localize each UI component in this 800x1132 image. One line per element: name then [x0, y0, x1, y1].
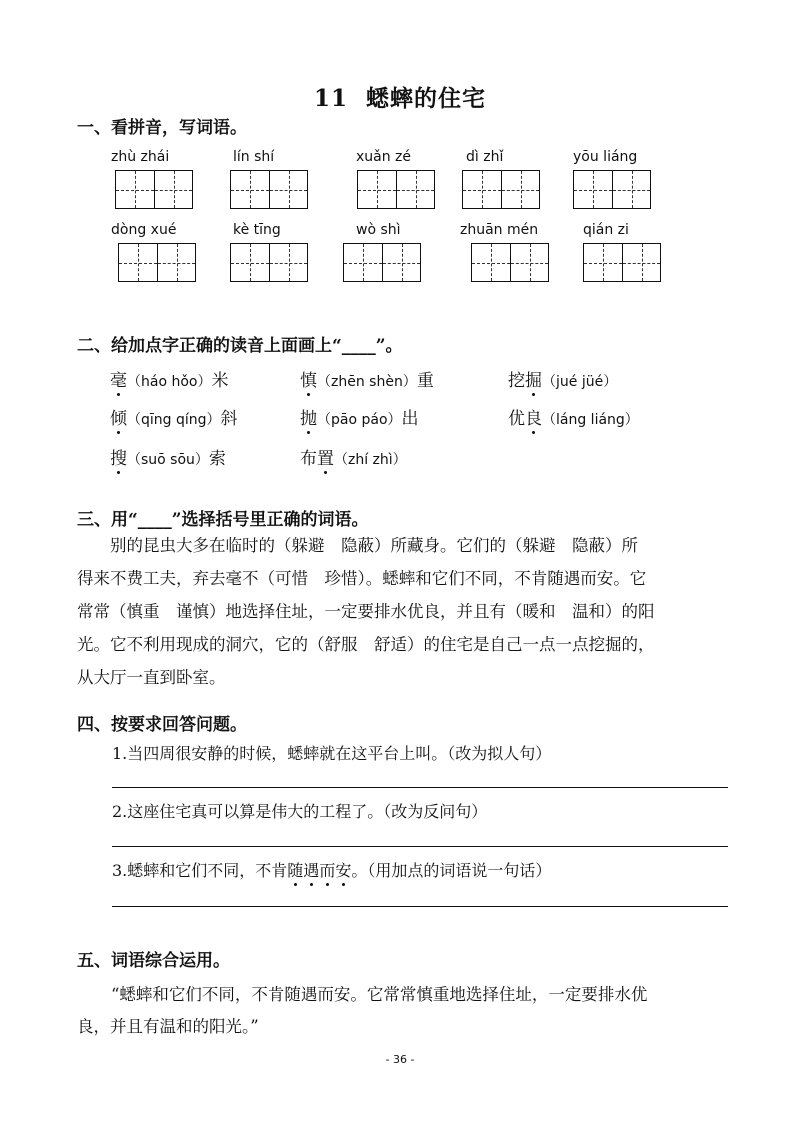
pinyin-label: zhuān mén: [460, 222, 539, 238]
pronunciation-item: 毫（háo hǒo）米: [110, 366, 228, 391]
passage-line: 从大厅一直到卧室。: [77, 668, 226, 687]
page-title: [0, 80, 800, 113]
pinyin-label: dòng xué: [111, 222, 177, 238]
pronunciation-item: 挖掘（jué jüé）: [508, 366, 617, 391]
pronunciation-options[interactable]: （zhí zhì）: [334, 452, 407, 468]
writing-grid[interactable]: [471, 243, 549, 282]
pinyin-label: qián zi: [583, 222, 629, 238]
quote-line: “蟋蟀和它们不同，不肯随遇而安。它常常慎重地选择住址，一定要排水优: [111, 985, 648, 1004]
pronunciation-options[interactable]: （jué jüé）: [542, 374, 618, 390]
writing-grid[interactable]: [230, 243, 308, 282]
pronunciation-options[interactable]: （háo hǒo）: [127, 374, 212, 390]
writing-grid[interactable]: [583, 243, 661, 282]
page-number: - 36 -: [385, 1053, 415, 1066]
writing-grid[interactable]: [118, 243, 196, 282]
passage-line: 光。它不利用现成的洞穴，它的（舒服 舒适）的住宅是自己一点一点挖掘的，: [77, 635, 655, 654]
writing-grid[interactable]: [115, 170, 193, 209]
writing-grid[interactable]: [462, 170, 540, 209]
question-2: 2.这座住宅真可以算是伟大的工程了。（改为反问句）: [112, 802, 488, 821]
pronunciation-item: 倾（qīng qíng）斜: [110, 404, 238, 429]
passage-line: 常常（慎重 谨慎）地选择住址，一定要排水优良，并且有（暖和 温和）的阳: [77, 602, 655, 621]
writing-grid[interactable]: [573, 170, 651, 209]
pronunciation-options[interactable]: （zhēn shèn）: [317, 374, 417, 390]
pinyin-label: lín shí: [233, 149, 275, 165]
section3-heading: 三、用“____”选择括号里正确的词语。: [77, 510, 369, 530]
section4-heading: 四、按要求回答问题。: [77, 715, 247, 735]
pronunciation-options[interactable]: （suō sōu）: [127, 452, 209, 468]
lesson-title: 蟋蟀的住宅: [366, 85, 486, 112]
pinyin-label: dì zhǐ: [466, 149, 504, 165]
lesson-number: 11: [313, 85, 348, 112]
passage-line: 得来不费工夫，弃去毫不（可惜 珍惜）。蟋蟀和它们不同，不肯随遇而安。它: [77, 569, 647, 588]
writing-grid[interactable]: [343, 243, 421, 282]
pronunciation-options[interactable]: （qīng qíng）: [127, 412, 221, 428]
pinyin-label: zhù zhái: [111, 149, 170, 165]
passage: [77, 529, 727, 694]
pronunciation-options[interactable]: （láng liáng）: [542, 412, 639, 428]
answer-line-1[interactable]: [112, 787, 728, 788]
question-1: 1.当四周很安静的时候，蟋蟀就在这平台上叫。（改为拟人句）: [112, 744, 552, 763]
pinyin-label: xuǎn zé: [356, 149, 412, 165]
section1-heading: 一、看拼音，写词语。: [77, 118, 247, 138]
answer-line-2[interactable]: [112, 846, 728, 847]
pinyin-label: yōu liáng: [573, 149, 638, 165]
pronunciation-item: 慎（zhēn shèn）重: [300, 366, 434, 391]
pronunciation-item: 搜（suō sōu）索: [110, 444, 226, 469]
pinyin-label: wò shì: [356, 222, 401, 238]
pronunciation-item: 布置（zhí zhì）: [300, 444, 407, 469]
quote-line: 良，并且有温和的阳光。”: [77, 1017, 259, 1036]
writing-grid[interactable]: [357, 170, 435, 209]
pronunciation-item: 优良（láng liáng）: [508, 404, 639, 429]
pronunciation-options[interactable]: （pāo páo）: [317, 412, 402, 428]
writing-grid[interactable]: [230, 170, 308, 209]
pronunciation-item: 抛（pāo páo）出: [300, 404, 419, 429]
answer-line-3[interactable]: [112, 906, 728, 907]
question-3: 3.蟋蟀和它们不同，不肯随遇而安。（用加点的词语说一句话）: [112, 858, 551, 881]
section2-heading: 二、给加点字正确的读音上面画上“____”。: [77, 336, 403, 356]
section5-heading: 五、词语综合运用。: [77, 951, 230, 971]
pinyin-label: kè tīng: [233, 222, 281, 238]
passage-line: 别的昆虫大多在临时的（躲避 隐蔽）所藏身。它们的（躲避 隐蔽）所: [77, 536, 638, 555]
